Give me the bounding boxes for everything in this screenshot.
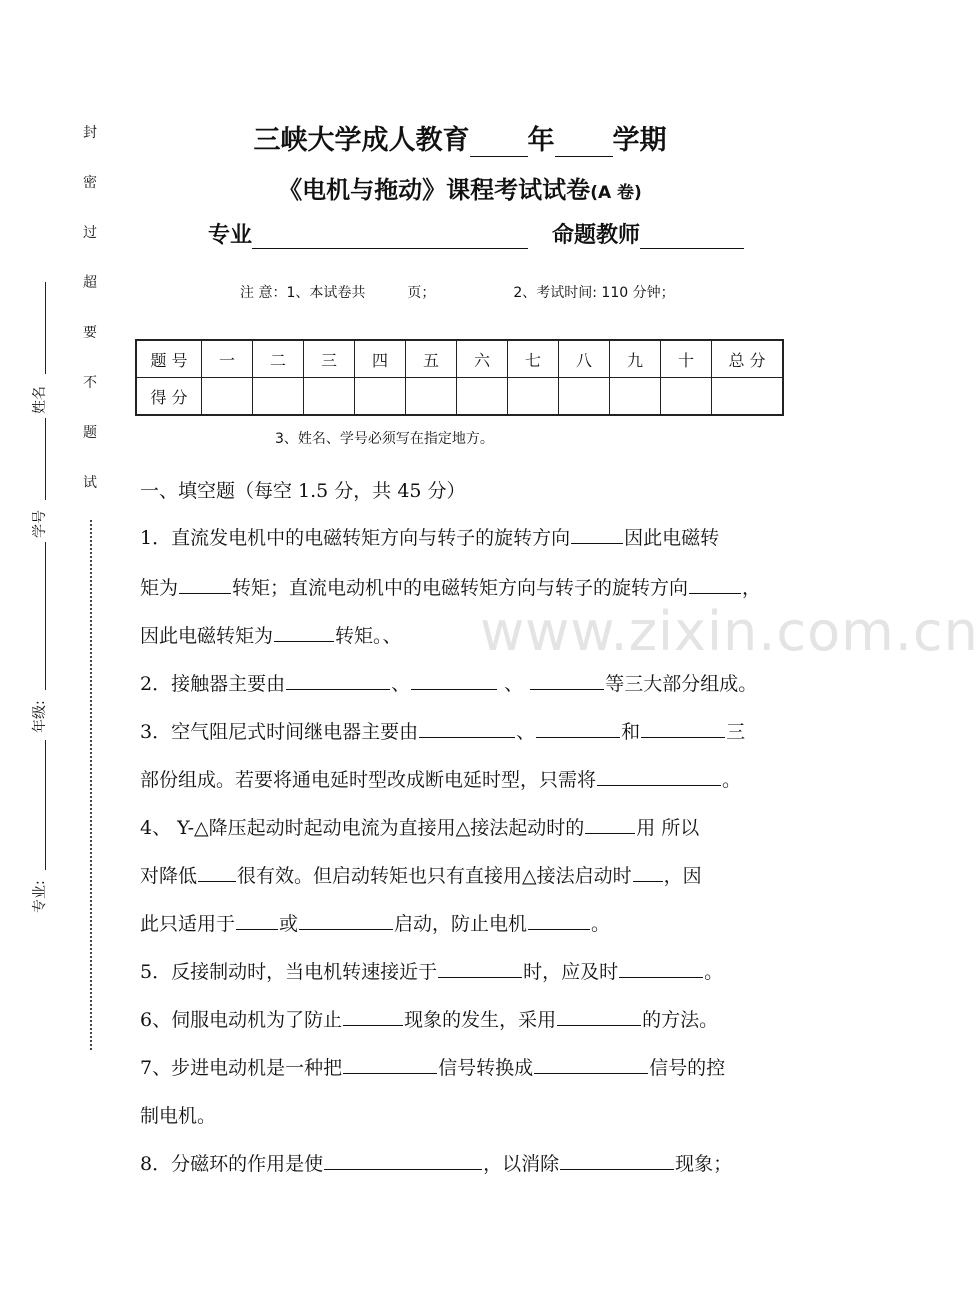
major-label: 专业:	[32, 880, 48, 913]
question-2: 2．接触器主要由 、 、 等三大部分组成。	[140, 669, 757, 696]
score-cell[interactable]	[508, 378, 559, 416]
answer-blank[interactable]	[343, 1053, 437, 1074]
question-4-line1: 4、 Y-△降压起动时起动电流为直接用△接法起动时的 用 所以	[140, 813, 699, 840]
score-cell[interactable]	[712, 378, 784, 416]
grade-line	[45, 542, 46, 690]
question-3-line1: 3．空气阻尼式时间继电器主要由 、 和 三	[140, 717, 745, 744]
question-1-line2: 矩为 转矩；直流电动机中的电磁转矩方向与转子的旋转方向 ，	[140, 573, 761, 600]
question-4-line2: 对降低 很有效。但启动转矩也只有直接用△接法启动时 ，因	[140, 861, 702, 888]
answer-blank[interactable]	[689, 573, 741, 594]
binding-char: 过	[83, 225, 97, 241]
question-4-line3: 此只适用于 或 启动，防止电机 。	[140, 909, 610, 936]
score-cell[interactable]	[202, 378, 253, 416]
score-cell[interactable]	[610, 378, 661, 416]
score-cell[interactable]	[355, 378, 406, 416]
answer-blank[interactable]	[571, 523, 623, 544]
binding-char: 封	[83, 125, 97, 141]
answer-blank[interactable]	[343, 1005, 403, 1026]
table-row	[136, 340, 783, 378]
question-8: 8．分磁环的作用是使 ，以消除 现象；	[140, 1149, 732, 1176]
question-3-line2: 部份组成。若要将通电延时型改成断电延时型，只需将 。	[140, 765, 741, 792]
column-header: 四	[355, 340, 406, 378]
question-5: 5．反接制动时，当电机转速接近于 时，应及时 。	[140, 957, 723, 984]
binding-char: 试	[83, 475, 97, 491]
seal-dotted-line	[90, 520, 92, 1050]
score-cell[interactable]	[559, 378, 610, 416]
notice: 注 意：1、本试卷共 页； 2、考试时间: 110 分钟；	[240, 285, 675, 301]
answer-blank[interactable]	[557, 1005, 641, 1026]
notice-item3: 3、姓名、学号必须写在指定地方。	[275, 431, 494, 447]
score-cell[interactable]	[661, 378, 712, 416]
column-header: 总 分	[712, 340, 784, 378]
answer-blank[interactable]	[534, 1053, 648, 1074]
name-label: 姓名	[32, 386, 48, 414]
name-line	[45, 282, 46, 374]
column-header: 八	[559, 340, 610, 378]
binding-char: 密	[83, 175, 97, 191]
exam-title: 三峡大学成人教育 年 学期	[253, 125, 667, 156]
score-table	[135, 339, 784, 416]
answer-blank[interactable]	[324, 1149, 482, 1170]
column-header: 三	[304, 340, 355, 378]
answer-blank[interactable]	[536, 717, 620, 738]
answer-blank[interactable]	[633, 861, 663, 882]
score-cell[interactable]	[406, 378, 457, 416]
answer-blank[interactable]	[411, 669, 497, 690]
row-label: 题 号	[136, 340, 202, 378]
grade-label: 年级:	[32, 700, 48, 733]
answer-blank[interactable]	[198, 861, 236, 882]
column-header: 五	[406, 340, 457, 378]
answer-blank[interactable]	[560, 1149, 674, 1170]
course-title: 《电机与拖动》课程考试试卷(A 卷)	[278, 176, 642, 204]
teacher-blank[interactable]	[640, 224, 744, 249]
answer-blank[interactable]	[236, 909, 278, 930]
column-header: 九	[610, 340, 661, 378]
answer-blank[interactable]	[438, 957, 522, 978]
answer-blank[interactable]	[179, 573, 231, 594]
column-header: 一	[202, 340, 253, 378]
binding-char: 题	[83, 425, 97, 441]
answer-blank[interactable]	[299, 909, 393, 930]
column-header: 六	[457, 340, 508, 378]
major-blank[interactable]	[252, 224, 528, 249]
answer-blank[interactable]	[528, 909, 590, 930]
score-cell[interactable]	[457, 378, 508, 416]
binding-char: 超	[83, 275, 97, 291]
watermark: www.zixin.com.cn	[480, 600, 979, 663]
major-teacher-row: 专业 命题教师	[208, 218, 744, 249]
question-7-line2: 制电机。	[140, 1105, 217, 1127]
section-title: 一、填空题（每空 1.5 分，共 45 分）	[140, 480, 466, 502]
major-line	[45, 740, 46, 870]
student-id-line	[45, 418, 46, 500]
answer-blank[interactable]	[641, 717, 725, 738]
column-header: 十	[661, 340, 712, 378]
question-6: 6、伺服电动机为了防止 现象的发生，采用 的方法。	[140, 1005, 718, 1032]
question-7-line1: 7、步进电动机是一种把 信号转换成 信号的控	[140, 1053, 725, 1080]
score-cell[interactable]	[304, 378, 355, 416]
question-1-line3: 因此电磁转矩为 转矩。、	[140, 621, 402, 648]
score-cell[interactable]	[253, 378, 304, 416]
answer-blank[interactable]	[585, 813, 635, 834]
column-header: 七	[508, 340, 559, 378]
table-row	[136, 378, 783, 416]
answer-blank[interactable]	[619, 957, 703, 978]
student-id-label: 学号	[32, 510, 48, 538]
answer-blank[interactable]	[597, 765, 721, 786]
binding-char: 要	[83, 325, 97, 341]
answer-blank[interactable]	[530, 669, 604, 690]
answer-blank[interactable]	[274, 621, 334, 642]
binding-char: 不	[83, 375, 97, 391]
column-header: 二	[253, 340, 304, 378]
question-1-line1: 1．直流发电机中的电磁转矩方向与转子的旋转方向 因此电磁转	[140, 523, 719, 550]
answer-blank[interactable]	[419, 717, 515, 738]
answer-blank[interactable]	[286, 669, 390, 690]
row-label: 得 分	[136, 378, 202, 416]
